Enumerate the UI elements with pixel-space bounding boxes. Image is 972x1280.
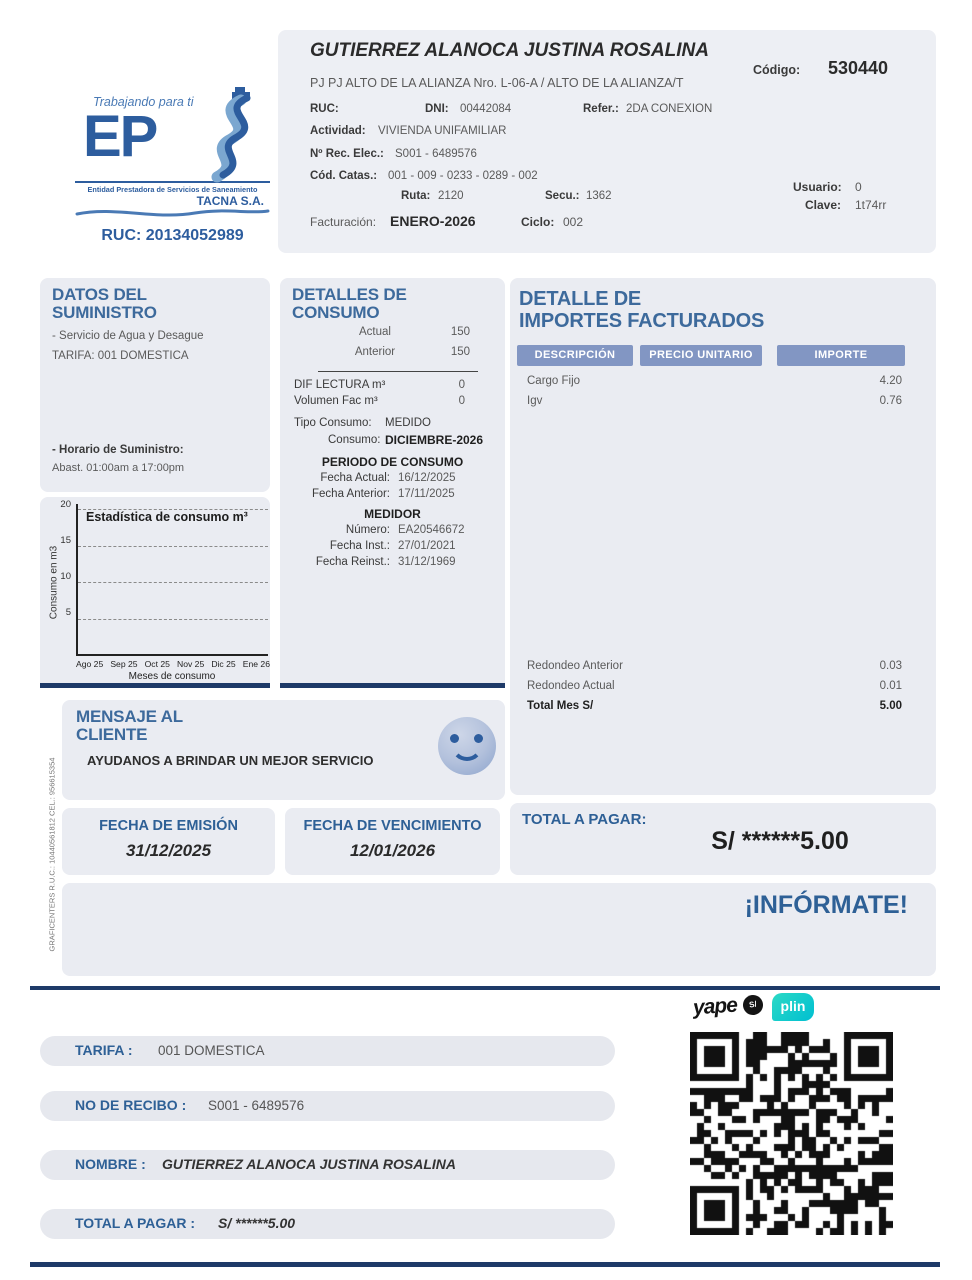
customer-address: PJ PJ ALTO DE LA ALIANZA Nro. L-06-A / ALTO DE LA ALIANZA/T <box>310 76 684 90</box>
stub-row-nombre <box>40 1150 615 1180</box>
eps-logo <box>75 104 270 181</box>
row-desc-igv: Igv <box>527 395 543 407</box>
usuario-value: 0 <box>855 180 862 194</box>
consumo-mes-value: DICIEMBRE-2026 <box>385 433 484 447</box>
row-importe-cargo-fijo: 4.20 <box>879 375 902 387</box>
detalles-consumo-panel <box>280 278 505 683</box>
secu-value: 1362 <box>586 190 612 202</box>
ruta-label: Ruta: <box>401 190 431 202</box>
consumo-title-line1: DETALLES DE <box>292 285 407 304</box>
stub-total-label: TOTAL A PAGAR : <box>75 1215 196 1231</box>
actividad-value: VIVIENDA UNIFAMILIAR <box>378 125 507 137</box>
customer-name: GUTIERREZ ALANOCA JUSTINA ROSALINA <box>310 40 709 61</box>
logo-ruc: RUC: 20134052989 <box>101 227 244 244</box>
facturacion-label: Facturación: <box>310 215 377 229</box>
gridline-15 <box>78 546 268 547</box>
consumo-title <box>292 286 407 323</box>
section-divider-rule <box>30 986 940 990</box>
fecha-anterior-value: 17/11/2025 <box>398 488 455 500</box>
logo-company: TACNA S.A. <box>196 194 264 208</box>
xtick-3: Oct 25 <box>144 659 170 669</box>
yape-wordmark: yape <box>692 993 738 1020</box>
page-bottom-rule <box>30 1262 940 1267</box>
total-pagar-box <box>510 803 936 875</box>
fecha-emision-value: 31/12/2025 <box>125 841 212 860</box>
importes-facturados-panel <box>510 278 936 795</box>
stub-recibo-label: NO DE RECIBO : <box>75 1097 187 1113</box>
total-mes-label: Total Mes S/ <box>527 700 594 712</box>
consumo-mes-label: Consumo: <box>328 434 381 446</box>
col-header-descripcion: DESCRIPCIÓN <box>517 345 633 366</box>
smiley-left-eye <box>450 734 459 743</box>
eps-logo-block <box>75 95 270 245</box>
ytick-10: 10 <box>60 571 71 582</box>
stub-row-recibo <box>40 1091 615 1121</box>
horario-label: - Horario de Suministro: <box>52 444 184 456</box>
smiley-mouth <box>451 743 483 761</box>
fecha-inst-label: Fecha Inst.: <box>329 540 390 552</box>
col-header-importe: IMPORTE <box>777 345 905 366</box>
actual-value: 150 <box>450 326 470 338</box>
fecha-anterior-label: Fecha Anterior: <box>312 488 390 500</box>
qr-code <box>690 1032 893 1235</box>
dif-lectura-value: 0 <box>458 379 465 391</box>
stub-row-tarifa <box>40 1036 615 1066</box>
tipo-consumo-value: MEDIDO <box>385 417 431 429</box>
xtick-6: Ene 26 <box>242 659 270 669</box>
tarifa-line: TARIFA: 001 DOMESTICA <box>52 350 189 362</box>
ytick-15: 15 <box>60 535 71 546</box>
ruc-label: RUC: <box>310 103 339 115</box>
service-line: - Servicio de Agua y Desague <box>52 330 204 342</box>
yape-logo <box>693 995 763 1019</box>
printer-credit-vertical-text: GRAFICENTERS R.U.C.: 10440561812 CEL.: 956615354 <box>47 757 57 952</box>
col-header-precio-unitario: PRECIO UNITARIO <box>640 345 762 366</box>
left-panel-bottom-rule <box>40 683 270 688</box>
usuario-label: Usuario: <box>793 180 842 194</box>
fecha-emision-box <box>62 808 275 875</box>
logo-subtitle: Entidad Prestadora de Servicios de Saneamiento <box>75 181 270 194</box>
redondeo-actual-value: 0.01 <box>879 680 902 692</box>
redondeo-actual-label: Redondeo Actual <box>527 680 615 692</box>
fecha-reinst-label: Fecha Reinst.: <box>315 556 390 568</box>
row-importe-igv: 0.76 <box>879 395 902 407</box>
fecha-actual-label: Fecha Actual: <box>320 472 390 484</box>
tipo-consumo-label: Tipo Consumo: <box>294 417 372 429</box>
center-panel-bottom-rule <box>280 683 505 688</box>
chart-xticks <box>76 659 270 669</box>
ytick-5: 5 <box>65 607 71 618</box>
suministro-title-line2: SUMINISTRO <box>52 303 157 323</box>
dif-lectura-label: DIF LECTURA m³ <box>294 379 386 391</box>
redondeo-anterior-label: Redondeo Anterior <box>527 660 623 672</box>
rec-elec-value: S001 - 6489576 <box>395 148 477 160</box>
yape-coin-icon: S/ <box>742 993 765 1016</box>
mensaje-title-line1: MENSAJE AL <box>76 707 183 726</box>
cod-catas-label: Cód. Catas.: <box>310 170 378 182</box>
fecha-inst-value: 27/01/2021 <box>398 540 456 552</box>
total-pagar-value: S/ ******5.00 <box>711 827 849 855</box>
xtick-5: Dic 25 <box>211 659 236 669</box>
xtick-2: Sep 25 <box>110 659 138 669</box>
wave-icon <box>75 208 270 222</box>
dni-value: 00442084 <box>460 103 512 115</box>
smiley-face-icon <box>438 717 496 775</box>
ciclo-value: 002 <box>563 215 584 229</box>
suministro-title-line1: DATOS DEL <box>52 285 147 304</box>
fecha-vencimiento-box <box>285 808 500 875</box>
numero-value: EA20546672 <box>398 524 465 536</box>
refer-label: Refer.: <box>583 103 619 115</box>
numero-label: Número: <box>345 524 390 536</box>
stub-recibo-value: S001 - 6489576 <box>208 1098 305 1113</box>
anterior-value: 150 <box>450 346 470 358</box>
volumen-value: 0 <box>458 395 465 407</box>
rec-elec-label: Nº Rec. Elec.: <box>310 148 384 160</box>
reading-divider <box>318 371 478 372</box>
row-desc-cargo-fijo: Cargo Fijo <box>527 375 581 387</box>
logo-tagline: Trabajando para ti <box>93 95 194 109</box>
horario-value: Abast. 01:00am a 17:00pm <box>52 462 185 474</box>
informate-text: ¡INFÓRMATE! <box>744 891 908 919</box>
importes-title <box>519 288 764 332</box>
mensaje-body: AYUDANOS A BRINDAR UN MEJOR SERVICIO <box>87 753 374 768</box>
fecha-reinst-value: 31/12/1969 <box>398 556 456 568</box>
plin-logo: plin <box>772 993 814 1021</box>
actividad-label: Actividad: <box>310 125 366 137</box>
chart-title: Estadística de consumo m³ <box>86 510 248 524</box>
ciclo-label: Ciclo: <box>521 215 555 229</box>
smiley-right-eye <box>474 734 483 743</box>
clave-value: 1t74rr <box>855 198 887 212</box>
total-pagar-label: TOTAL A PAGAR: <box>522 811 647 828</box>
anterior-label: Anterior <box>354 346 396 358</box>
codigo-value: 530440 <box>828 58 889 78</box>
customer-header-box <box>278 30 936 253</box>
fecha-vencimiento-value: 12/01/2026 <box>349 841 436 860</box>
importes-title-line1: DETALLE DE <box>519 288 642 310</box>
stub-nombre-value: GUTIERREZ ALANOCA JUSTINA ROSALINA <box>162 1156 456 1172</box>
ruta-value: 2120 <box>438 190 464 202</box>
suministro-title <box>52 286 157 323</box>
mensaje-cliente-panel <box>62 700 505 800</box>
mensaje-title-line2: CLIENTE <box>76 725 148 745</box>
mensaje-title <box>76 708 183 745</box>
stub-tarifa-label: TARIFA : <box>75 1042 133 1058</box>
codigo-label: Código: <box>753 63 801 77</box>
xtick-1: Ago 25 <box>76 659 104 669</box>
datos-suministro-panel <box>40 278 270 492</box>
facturacion-value: ENERO-2026 <box>390 213 476 229</box>
river-s-faucet-icon <box>183 85 268 185</box>
consumption-chart-panel <box>40 497 270 687</box>
eps-letters: EP <box>83 104 157 169</box>
stub-tarifa-value: 001 DOMESTICA <box>158 1043 265 1058</box>
fecha-vencimiento-label: FECHA DE VENCIMIENTO <box>303 818 482 834</box>
gridline-10 <box>78 582 268 583</box>
gridline-5 <box>78 619 268 620</box>
chart-xlabel: Meses de consumo <box>128 671 216 682</box>
informate-box <box>62 883 936 976</box>
medidor-title: MEDIDOR <box>364 507 421 521</box>
volumen-label: Volumen Fac m³ <box>294 395 378 407</box>
chart-ylabel: Consumo en m3 <box>48 545 60 620</box>
fecha-actual-value: 16/12/2025 <box>398 472 456 484</box>
xtick-4: Nov 25 <box>177 659 205 669</box>
consumo-title-line2: CONSUMO <box>292 303 380 323</box>
total-mes-value: 5.00 <box>879 700 902 712</box>
actual-label: Actual <box>359 326 391 338</box>
redondeo-anterior-value: 0.03 <box>879 660 902 672</box>
ytick-20: 20 <box>60 499 71 510</box>
secu-label: Secu.: <box>545 190 580 202</box>
periodo-title: PERIODO DE CONSUMO <box>321 455 464 469</box>
chart-plot-area <box>76 504 268 656</box>
stub-row-total <box>40 1209 615 1239</box>
stub-total-value: S/ ******5.00 <box>218 1215 296 1231</box>
stub-nombre-label: NOMBRE : <box>75 1156 146 1172</box>
importes-title-line2: IMPORTES FACTURADOS <box>519 310 765 332</box>
dni-label: DNI: <box>425 103 449 115</box>
clave-label: Clave: <box>805 198 842 212</box>
cod-catas-value: 001 - 009 - 0233 - 0289 - 002 <box>388 170 538 182</box>
refer-value: 2DA CONEXION <box>626 103 713 115</box>
fecha-emision-label: FECHA DE EMISIÓN <box>99 818 238 834</box>
